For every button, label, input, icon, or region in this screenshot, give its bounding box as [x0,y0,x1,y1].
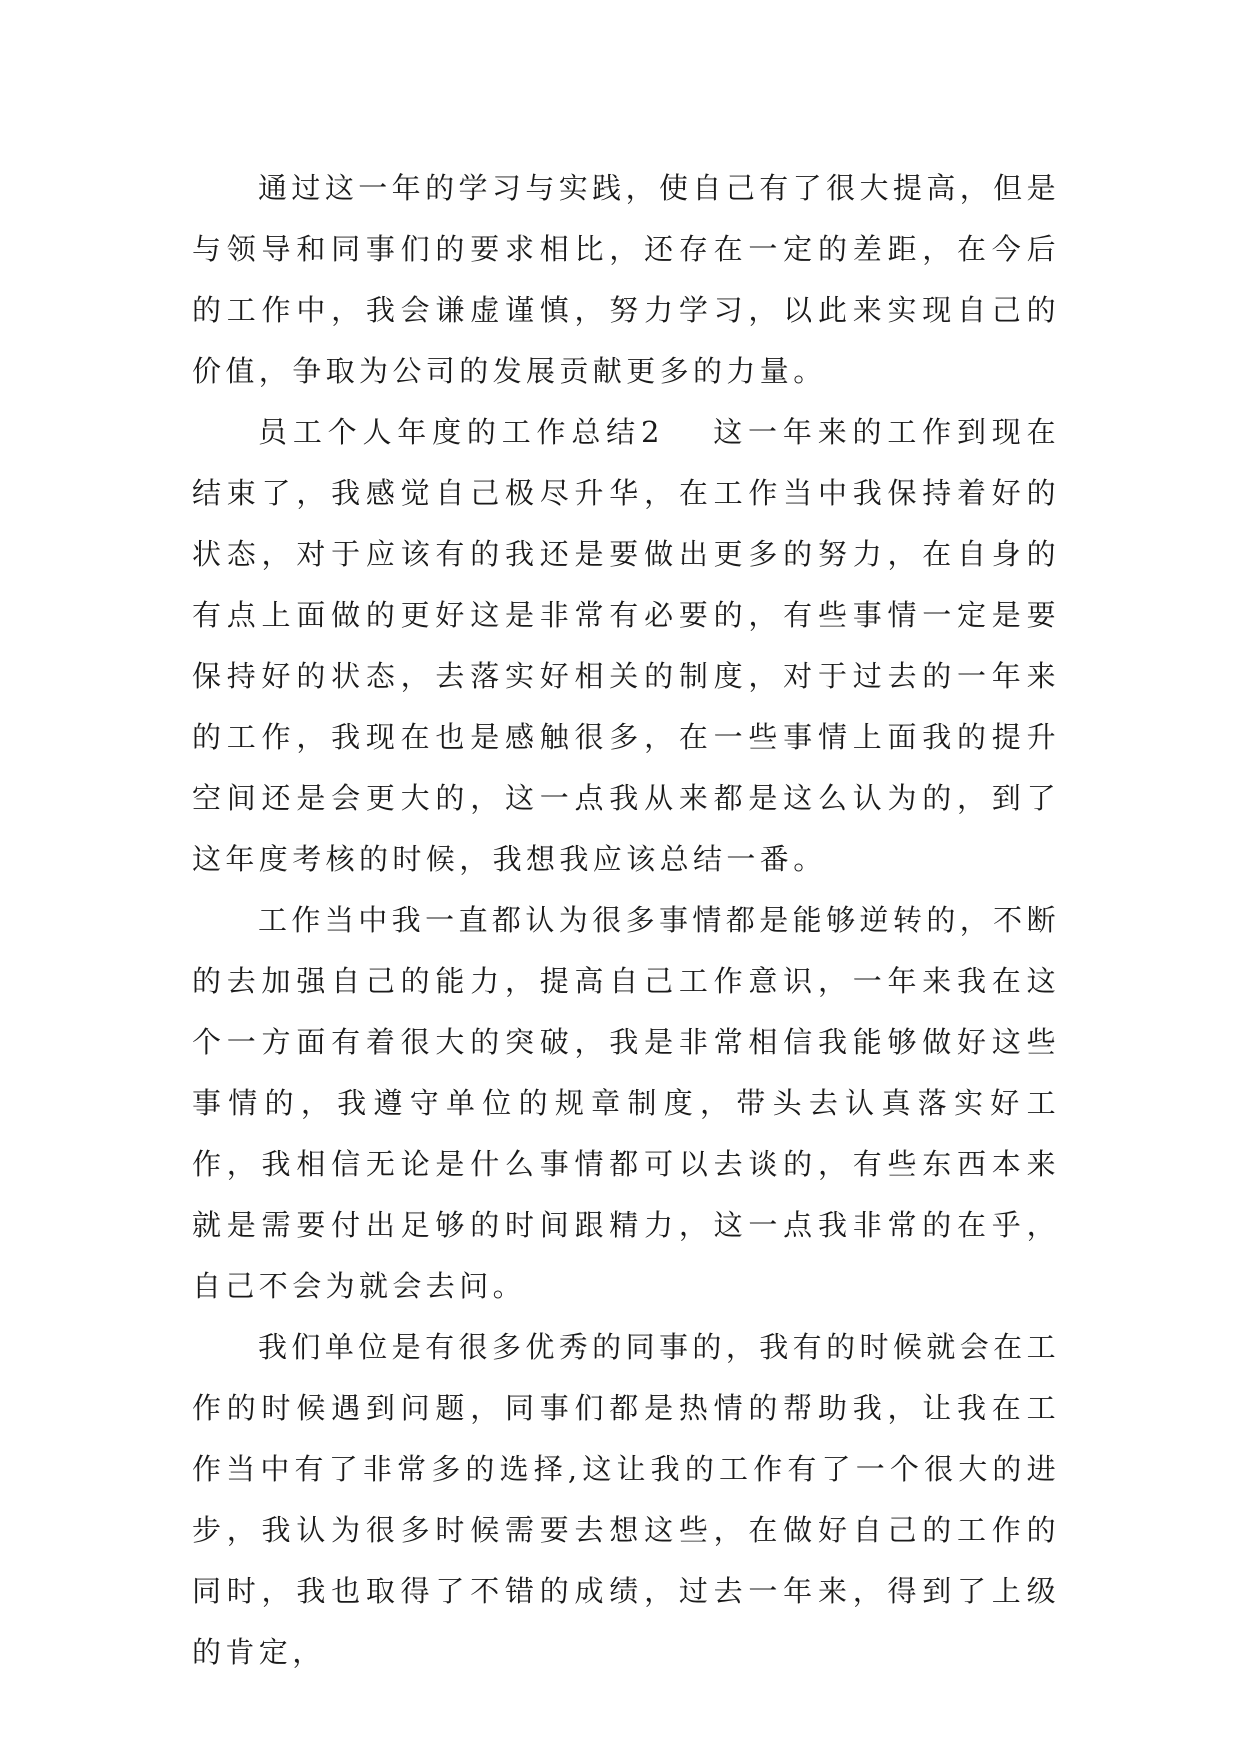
paragraph-2-text: 这一年来的工作到现在结束了，我感觉自己极尽升华，在工作当中我保持着好的状态，对于应该有的我还是要做出更多的努力，在自身的有点上面做的更好这是非常有必要的，有些事情一定是要保持好的状态，去落实好相关的制度，对于过去的一年来的工作，我现在也是感触很多，在一些事情上面我的提升空间还是会更大的，这一点我从来都是这么认为的，到了这年度考核的时候，我想我应该总结一番。 [192,415,1060,876]
paragraph-1 [192,158,1060,402]
paragraph-3 [192,890,1060,1317]
paragraph-3-text: 工作当中我一直都认为很多事情都是能够逆转的，不断的去加强自己的能力，提高自己工作意识，一年来我在这个一方面有着很大的突破，我是非常相信我能够做好这些事情的，我遵守单位的规章制度，带头去认真落实好工作，我相信无论是什么事情都可以去谈的，有些东西本来就是需要付出足够的时间跟精力，这一点我非常的在乎，自己不会为就会去问。 [192,903,1060,1303]
document-body [192,158,1060,1683]
paragraph-1-text: 通过这一年的学习与实践，使自己有了很大提高，但是与领导和同事们的要求相比，还存在一定的差距，在今后的工作中，我会谦虚谨慎，努力学习，以此来实现自己的价值，争取为公司的发展贡献更多的力量。 [192,171,1060,388]
paragraph-4 [192,1317,1060,1683]
section-heading: 员工个人年度的工作总结2 [258,415,664,449]
paragraph-4-text: 我们单位是有很多优秀的同事的，我有的时候就会在工作的时候遇到问题，同事们都是热情的帮助我，让我在工作当中有了非常多的选择,这让我的工作有了一个很大的进步，我认为很多时候需要去想这些，在做好自己的工作的同时，我也取得了不错的成绩，过去一年来，得到了上级的肯定， [192,1330,1060,1669]
paragraph-2 [192,402,1060,890]
